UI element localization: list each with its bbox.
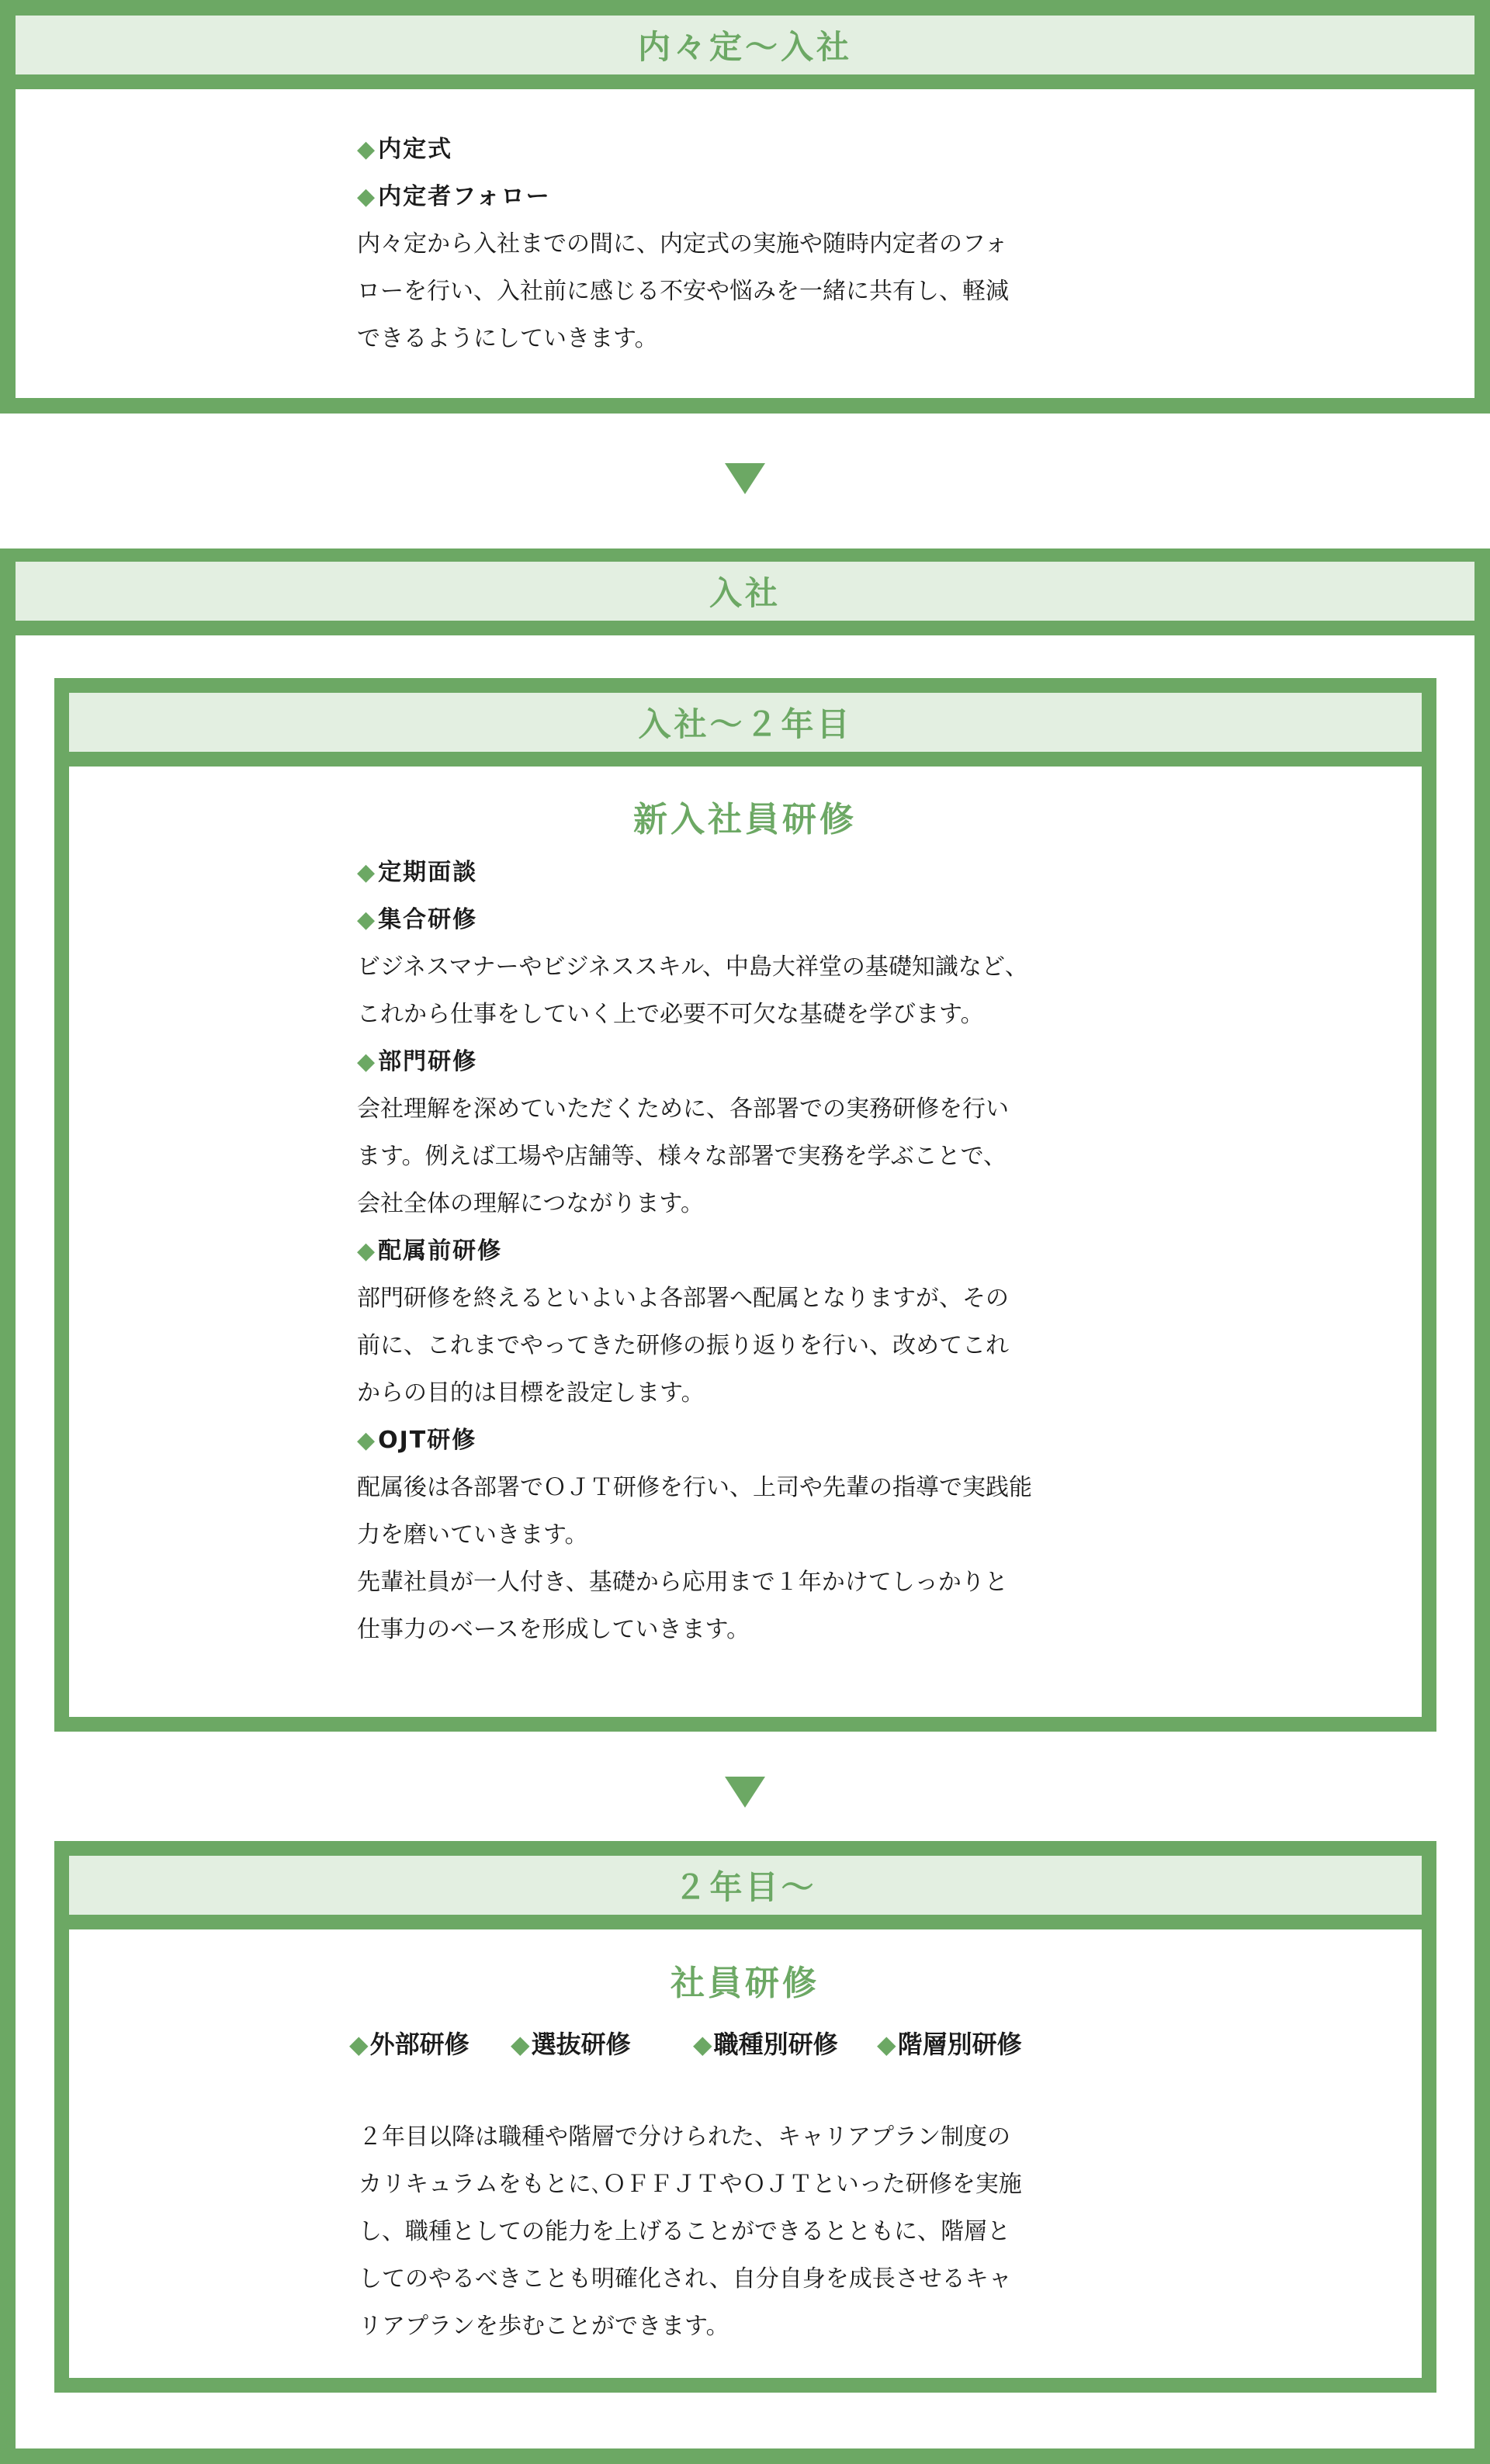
section-heading: ◆配属前研修 (357, 1237, 503, 1265)
diamond-icon: ◆ (357, 906, 377, 933)
section-heading: ◆定期面談 (357, 859, 478, 886)
program-title: 社員研修 (670, 1964, 820, 2003)
section-heading: ◆集合研修 (357, 906, 478, 933)
body-text-line: ローを行い、入社前に感じる不安や悩みを一緒に共有し、軽減 (357, 278, 1009, 305)
period2-text (359, 2113, 1022, 2350)
body-text-line: 会社理解を深めていただくために、各部署での実務研修を行い (357, 1095, 1009, 1123)
training-tag: ◆外部研修 (349, 2030, 470, 2059)
training-tag: ◆階層別研修 (877, 2030, 1022, 2059)
body-text-line: 先輩社員が一人付き、基礎から応用まで１年かけてしっかりと (357, 1569, 1008, 1596)
body-text-line: 部門研修を終えるといよいよ各部署へ配属となりますが、その (357, 1285, 1009, 1312)
diamond-icon: ◆ (357, 859, 377, 886)
body-text-line: カリキュラムをもとに､ＯＦＦＪＴやＯＪＴといった研修を実施 (359, 2171, 1022, 2198)
body-text-line: ます。例えば工場や店舗等、様々な部署で実務を学ぶことで、 (357, 1143, 1007, 1170)
diamond-icon: ◆ (357, 1237, 377, 1265)
diamond-icon: ◆ (877, 2030, 896, 2059)
body-text-line: 力を磨いていきます。 (357, 1521, 588, 1549)
arrow-down-icon (725, 463, 765, 494)
diamond-icon: ◆ (349, 2030, 369, 2059)
diamond-icon: ◆ (357, 1048, 377, 1075)
body-text-line: からの目的は目標を設定します。 (357, 1379, 705, 1407)
diamond-icon: ◆ (357, 183, 377, 210)
period-title: ２年目～ (69, 1856, 1422, 1915)
section-heading: ◆OJT研修 (357, 1427, 477, 1454)
period1-text (357, 849, 1032, 1653)
body-text-line: できるようにしていきます。 (357, 325, 658, 352)
body-text-line: 前に、これまでやってきた研修の振り返りを行い、改めてこれ (357, 1332, 1009, 1359)
arrow-down-icon (725, 1777, 765, 1808)
program-title: 新入社員研修 (633, 800, 857, 839)
section-heading: ◆内定者フォロー (357, 183, 551, 210)
training-tag: ◆選抜研修 (511, 2030, 631, 2059)
body-text-line: これから仕事をしていく上で必要不可欠な基礎を学びます。 (357, 1001, 984, 1028)
diamond-icon: ◆ (357, 1427, 377, 1454)
diamond-icon: ◆ (357, 136, 377, 163)
stage1-text (357, 126, 1009, 362)
body-text-line: リアプランを歩むことができます。 (359, 2313, 729, 2340)
period-title: 入社～２年目 (69, 693, 1422, 752)
body-text-line: 配属後は各部署でＯＪＴ研修を行い、上司や先輩の指導で実践能 (357, 1474, 1032, 1501)
section-heading: ◆部門研修 (357, 1048, 478, 1075)
stage-title: 内々定～入社 (16, 16, 1474, 74)
training-tag: ◆職種別研修 (693, 2030, 838, 2059)
body-text-line: 仕事力のベースを形成していきます。 (357, 1616, 750, 1643)
diamond-icon: ◆ (693, 2030, 712, 2059)
body-text-line: ２年目以降は職種や階層で分けられた、キャリアプラン制度の (359, 2123, 1010, 2151)
body-text-line: し、職種としての能力を上げることができるとともに、階層と (359, 2218, 1010, 2245)
body-text-line: 会社全体の理解につながります。 (357, 1190, 704, 1217)
body-text-line: ビジネスマナーやビジネススキル、中島大祥堂の基礎知識など、 (357, 953, 1028, 981)
diamond-icon: ◆ (511, 2030, 530, 2059)
body-text-line: 内々定から入社までの間に、内定式の実施や随時内定者のフォ (357, 230, 1008, 258)
section-heading: ◆内定式 (357, 136, 453, 163)
body-text-line: してのやるべきことも明確化され、自分自身を成長させるキャ (359, 2265, 1012, 2293)
stage-title: 入社 (16, 562, 1474, 621)
